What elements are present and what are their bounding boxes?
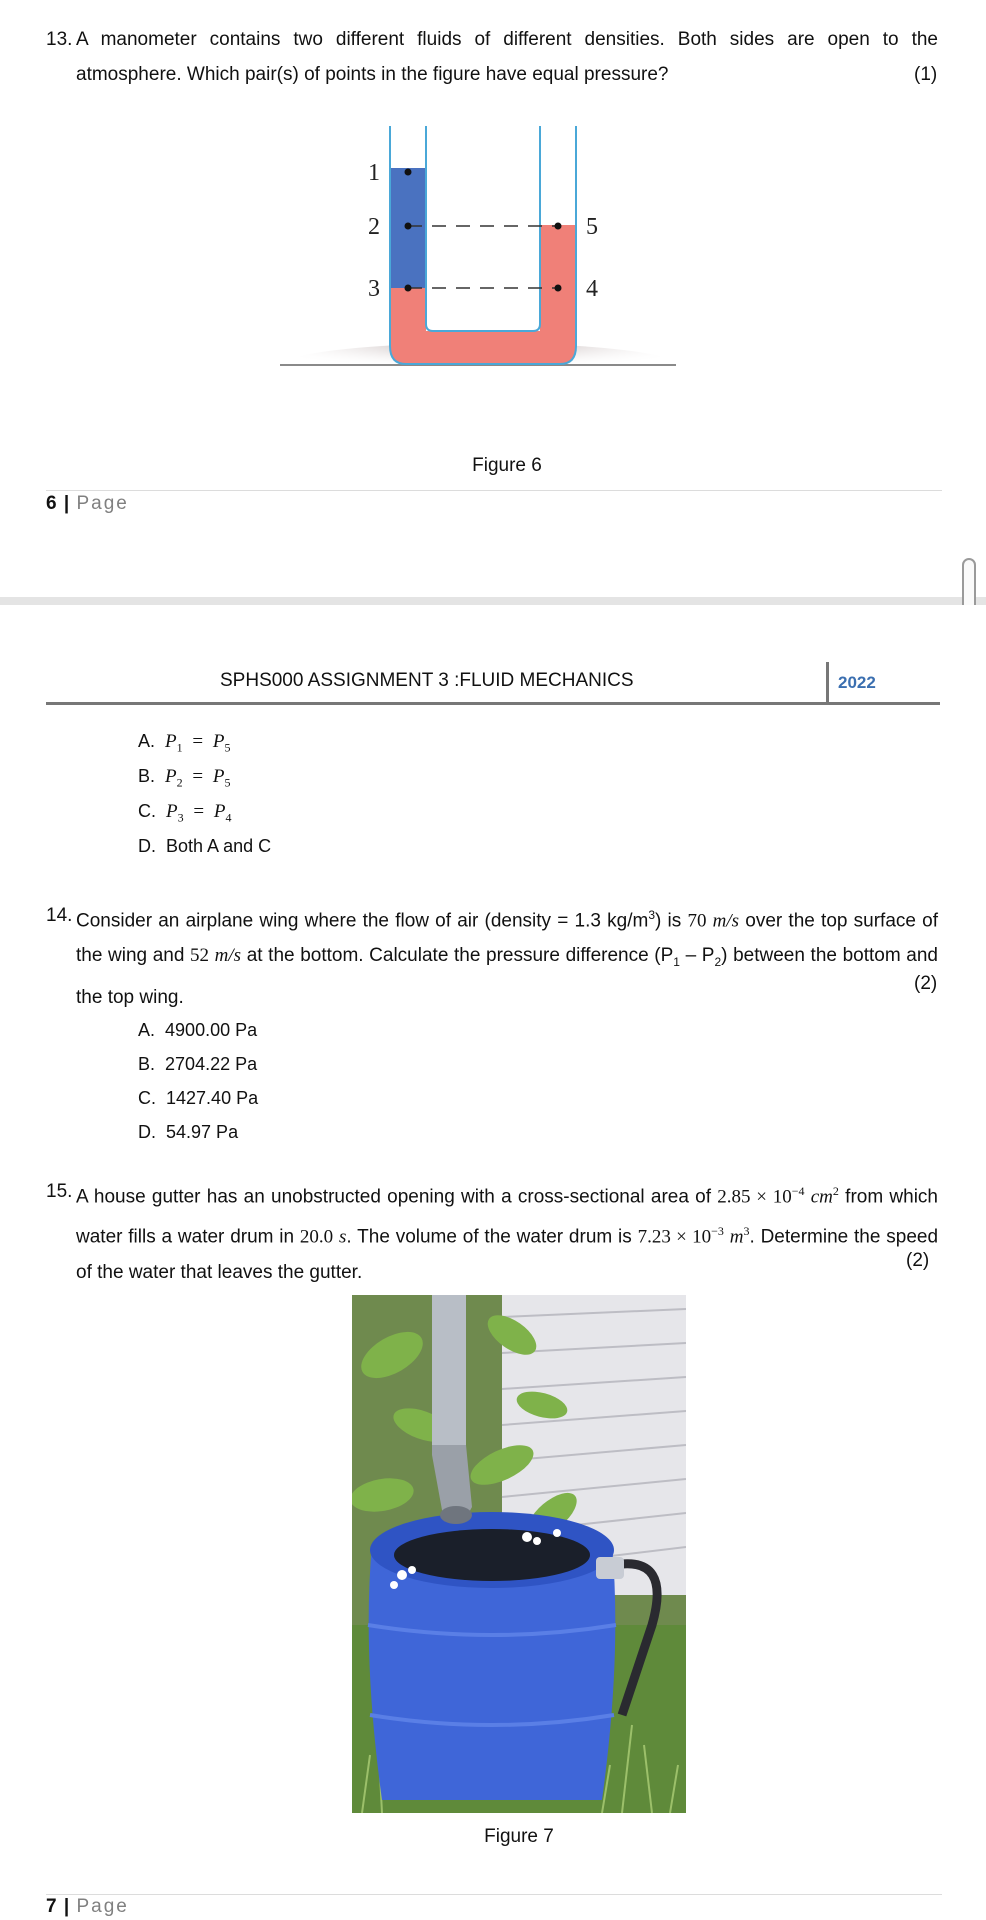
hose-fitting — [596, 1557, 624, 1579]
page-separator: | — [57, 493, 77, 514]
point-2 — [405, 223, 412, 230]
subscript: 1 — [673, 955, 680, 970]
volume-exponent: −3 — [711, 1224, 724, 1239]
option-letter: C. — [138, 1088, 156, 1108]
assignment-title: SPHS000 ASSIGNMENT 3 :FLUID MECHANICS — [220, 670, 634, 691]
point-3 — [405, 285, 412, 292]
u-tube-inner — [426, 126, 540, 331]
option-letter: B. — [138, 1054, 156, 1074]
option-lhs-sub: 3 — [177, 810, 184, 825]
option-letter: C. — [138, 801, 156, 821]
q13-option-b[interactable]: B. $P_2 = P_5$ — [138, 766, 231, 790]
footer-rule — [46, 490, 942, 491]
page-number: 6 — [46, 493, 58, 514]
volume-unit: m — [729, 1226, 744, 1248]
question-marks: (2) — [906, 1250, 930, 1271]
option-text: 2704.22 Pa — [165, 1054, 258, 1074]
header-rule — [46, 702, 940, 705]
option-rhs-sub: 4 — [225, 810, 232, 825]
footer-rule — [46, 1894, 942, 1895]
label-1: 1 — [368, 160, 380, 186]
question-text: A house gutter has an unobstructed opening with a cross-sectional area of — [76, 1186, 718, 1208]
label-2: 2 — [368, 214, 380, 240]
manometer-figure — [270, 112, 690, 412]
option-rhs: P — [212, 766, 225, 787]
option-letter: A. — [138, 731, 156, 751]
velocity-top-unit: m/s — [712, 910, 740, 932]
downspout — [432, 1295, 466, 1455]
option-lhs: P — [165, 766, 177, 787]
area-unit: cm — [810, 1186, 833, 1208]
page-6 — [0, 0, 986, 597]
question-14 — [46, 898, 938, 1015]
rain-barrel-photo — [352, 1295, 686, 1813]
question-text: over the top surface of the wing and — [76, 910, 938, 967]
label-4: 4 — [586, 276, 598, 302]
page-word: Page — [76, 1896, 129, 1917]
velocity-bottom-unit: m/s — [214, 945, 242, 967]
option-lhs: P — [165, 731, 177, 752]
question-text: ) between the bottom and the top wing. — [76, 945, 938, 1009]
question-marks: (1) — [914, 64, 938, 85]
subscript: 2 — [714, 955, 722, 970]
option-text: Both A and C — [166, 836, 272, 856]
option-lhs-sub: 2 — [176, 775, 183, 790]
option-rhs-sub: 5 — [224, 775, 231, 790]
question-text: A manometer contains two different fluids of different densities. Both sides are open to the atmosphere. Which pair(s) of points in the figure have equal pressure? — [76, 29, 938, 85]
question-number: 15. — [46, 1181, 73, 1202]
area-exponent: −4 — [791, 1184, 805, 1198]
page-7 — [0, 605, 986, 1920]
q14-option-c[interactable] — [138, 1086, 258, 1110]
page-number: 7 — [46, 1896, 58, 1917]
option-text: 1427.40 Pa — [166, 1088, 259, 1108]
option-lhs: P — [166, 801, 178, 822]
label-5: 5 — [586, 214, 598, 240]
volume-unit-exponent: 3 — [743, 1224, 750, 1239]
page-footer-7 — [46, 1896, 129, 1918]
q14-option-d[interactable] — [138, 1120, 238, 1144]
area-unit-exponent: 2 — [832, 1184, 839, 1198]
assignment-year: 2022 — [838, 673, 876, 692]
question-text: . The volume of the water drum is — [346, 1226, 638, 1248]
time-value: 20.0 — [299, 1226, 334, 1248]
question-text: . Determine the speed of the water that leaves the gutter. — [76, 1226, 939, 1283]
page-separator: | — [57, 1896, 77, 1917]
option-lhs-sub: 1 — [176, 740, 183, 755]
option-rhs: P — [212, 731, 225, 752]
option-letter: A. — [138, 1020, 156, 1040]
q13-option-c[interactable]: C. $P_3 = P_4$ — [138, 801, 232, 825]
question-15 — [46, 1174, 939, 1290]
option-text: 54.97 Pa — [166, 1122, 239, 1142]
question-text: – P — [679, 945, 715, 967]
page-footer-6 — [46, 493, 129, 515]
superscript: 3 — [648, 908, 656, 922]
q14-option-b[interactable] — [138, 1052, 257, 1076]
question-text: at the bottom. Calculate the pressure difference (P — [241, 945, 674, 967]
q13-option-a[interactable]: A. $P_1 = P_5$ — [138, 731, 231, 755]
figure-6-caption: Figure 6 — [472, 455, 542, 476]
page-word: Page — [76, 493, 129, 514]
option-rhs-sub: 5 — [224, 740, 231, 755]
option-letter: D. — [138, 1122, 156, 1142]
question-text: from which water fills a water drum in — [76, 1186, 938, 1248]
question-13 — [46, 22, 938, 92]
question-number: 13. — [46, 29, 73, 50]
downspout-opening — [440, 1506, 472, 1524]
option-letter: B. — [138, 766, 156, 786]
question-text: Consider an airplane wing where the flow of air (density = 1.3 kg/m — [76, 910, 649, 932]
q13-option-d[interactable] — [138, 834, 271, 858]
point-1 — [405, 169, 412, 176]
option-rhs: P — [213, 801, 226, 822]
label-3: 3 — [368, 276, 380, 302]
option-text: 4900.00 Pa — [165, 1020, 258, 1040]
barrel-water — [394, 1529, 590, 1581]
time-unit: s — [338, 1226, 347, 1248]
velocity-bottom-value: 52 — [190, 945, 210, 967]
question-marks: (2) — [914, 973, 938, 994]
q14-option-a[interactable] — [138, 1018, 257, 1042]
point-4 — [555, 285, 562, 292]
figure-7-caption: Figure 7 — [484, 1826, 554, 1847]
option-letter: D. — [138, 836, 156, 856]
question-text: ) is — [655, 910, 688, 932]
area-value: 2.85 × 10 — [717, 1186, 792, 1208]
question-number: 14. — [46, 905, 73, 926]
velocity-top-value: 70 — [687, 910, 707, 932]
header-divider — [826, 662, 829, 704]
volume-value: 7.23 × 10 — [637, 1226, 712, 1248]
point-5 — [555, 223, 562, 230]
page-gap — [0, 597, 986, 605]
